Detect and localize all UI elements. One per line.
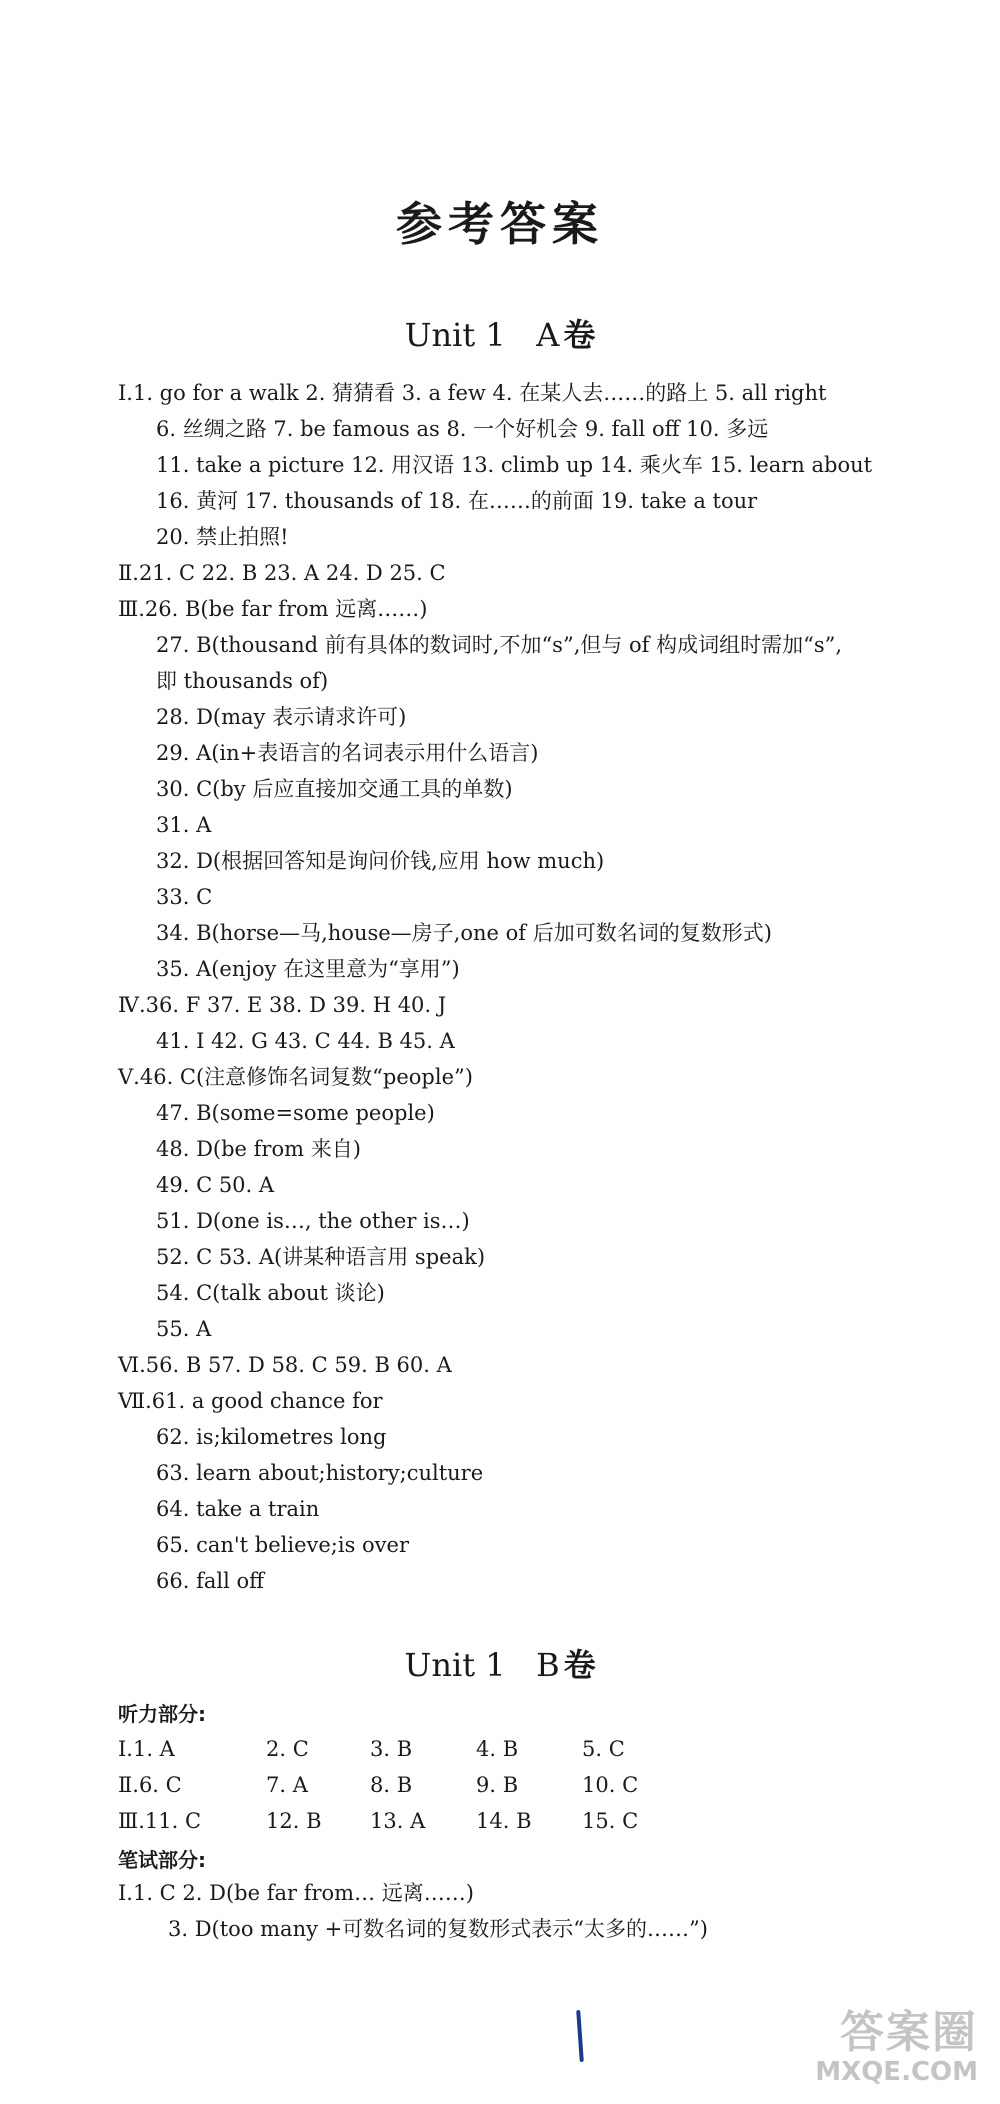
juan-label: 卷: [563, 316, 596, 354]
answer-line: 54. C(talk about 谈论): [156, 1281, 385, 1305]
answer-line: 6. 丝绸之路 7. be famous as 8. 一个好机会 9. fall off 10. 多远: [156, 417, 769, 441]
watermark-logo: [815, 2008, 978, 2086]
answer-line: Ⅴ.46. C(注意修饰名词复数“people”): [118, 1065, 473, 1089]
listening-row: [118, 1772, 638, 1798]
paper-label: B: [536, 1646, 560, 1684]
answer-line: 48. D(be from 来自): [156, 1137, 361, 1161]
answer-item: 2. C: [266, 1737, 309, 1761]
answer-line: 即 thousands of): [156, 669, 329, 693]
answer-line: 41. I 42. G 43. C 44. B 45. A: [156, 1029, 455, 1053]
answer-item: 8. B: [370, 1773, 413, 1797]
answer-line: 63. learn about;history;culture: [156, 1461, 484, 1485]
answer-line: Ⅰ.1. go for a walk 2. 猜猜看 3. a few 4. 在某人去……的路上 5. all right: [118, 381, 827, 405]
answer-item: 12. B: [266, 1809, 322, 1833]
section-heading-unit1-b: [0, 1640, 1000, 1686]
listening-row: [118, 1736, 625, 1762]
answer-line: 30. C(by 后应直接加交通工具的单数): [156, 777, 513, 801]
answer-line: 33. C: [156, 885, 213, 909]
answer-item: 3. B: [370, 1737, 413, 1761]
answer-item: 4. B: [476, 1737, 519, 1761]
answer-line: 55. A: [156, 1317, 212, 1341]
answer-line: 66. fall off: [156, 1569, 265, 1593]
answer-line: 20. 禁止拍照!: [156, 525, 289, 549]
answer-line: 51. D(one is…, the other is…): [156, 1209, 470, 1233]
answer-item: 14. B: [476, 1809, 532, 1833]
answer-line: 27. B(thousand 前有具体的数词时,不加“s”,但与 of 构成词组时需加“s”,: [156, 633, 843, 657]
juan-label: 卷: [563, 1646, 596, 1684]
answer-line: 28. D(may 表示请求许可): [156, 705, 407, 729]
answer-line: 47. B(some=some people): [156, 1101, 435, 1125]
answer-item: 7. A: [266, 1773, 308, 1797]
listening-label: 听力部分:: [118, 1702, 206, 1726]
answer-line: Ⅶ.61. a good chance for: [118, 1389, 383, 1413]
answer-line: 34. B(horse—马,house—房子,one of 后加可数名词的复数形式): [156, 921, 772, 945]
unit-label: Unit 1: [404, 316, 506, 354]
watermark-cn: 答案圈: [840, 2007, 978, 2058]
answer-line: 11. take a picture 12. 用汉语 13. climb up 14. 乘火车 15. learn about: [156, 453, 873, 477]
answer-line: Ⅵ.56. B 57. D 58. C 59. B 60. A: [118, 1353, 452, 1377]
answer-item: Ⅲ.11. C: [118, 1809, 202, 1833]
answer-item: 15. C: [582, 1809, 639, 1833]
answer-item: 5. C: [582, 1737, 625, 1761]
answer-line: 49. C 50. A: [156, 1173, 275, 1197]
answer-line: Ⅲ.26. B(be far from 远离……): [118, 597, 428, 621]
unit-label: Unit 1: [404, 1646, 506, 1684]
page-title: 参考答案: [396, 197, 604, 251]
answer-line: 62. is;kilometres long: [156, 1425, 387, 1449]
answer-line: 29. A(in+表语言的名词表示用什么语言): [156, 741, 539, 765]
answer-line: Ⅱ.21. C 22. B 23. A 24. D 25. C: [118, 561, 446, 585]
listening-row: [118, 1808, 638, 1834]
answer-item: 13. A: [370, 1809, 426, 1833]
paper-label: A: [536, 316, 560, 354]
answer-item: 9. B: [476, 1773, 519, 1797]
answer-line: 31. A: [156, 813, 212, 837]
watermark-en: MXQE.COM: [815, 2057, 978, 2087]
answer-line: 3. D(too many +可数名词的复数形式表示“太多的……”): [168, 1917, 708, 1941]
answer-line: 64. take a train: [156, 1497, 320, 1521]
answer-line: Ⅳ.36. F 37. E 38. D 39. H 40. J: [118, 993, 447, 1017]
answer-line: 16. 黄河 17. thousands of 18. 在……的前面 19. take a tour: [156, 489, 758, 513]
section-heading-unit1-a: [0, 310, 1000, 356]
answer-line: Ⅰ.1. C 2. D(be far from… 远离……): [118, 1881, 474, 1905]
answer-item: Ⅰ.1. A: [118, 1737, 175, 1761]
answer-line: 32. D(根据回答知是询问价钱,应用 how much): [156, 849, 605, 873]
answer-line: 65. can't believe;is over: [156, 1533, 410, 1557]
answer-line: 52. C 53. A(讲某种语言用 speak): [156, 1245, 486, 1269]
answer-item: 10. C: [582, 1773, 639, 1797]
handwritten-mark: [576, 2010, 584, 2062]
writing-label: 笔试部分:: [118, 1848, 206, 1872]
answer-line: 35. A(enjoy 在这里意为“享用”): [156, 957, 460, 981]
answer-item: Ⅱ.6. C: [118, 1773, 182, 1797]
